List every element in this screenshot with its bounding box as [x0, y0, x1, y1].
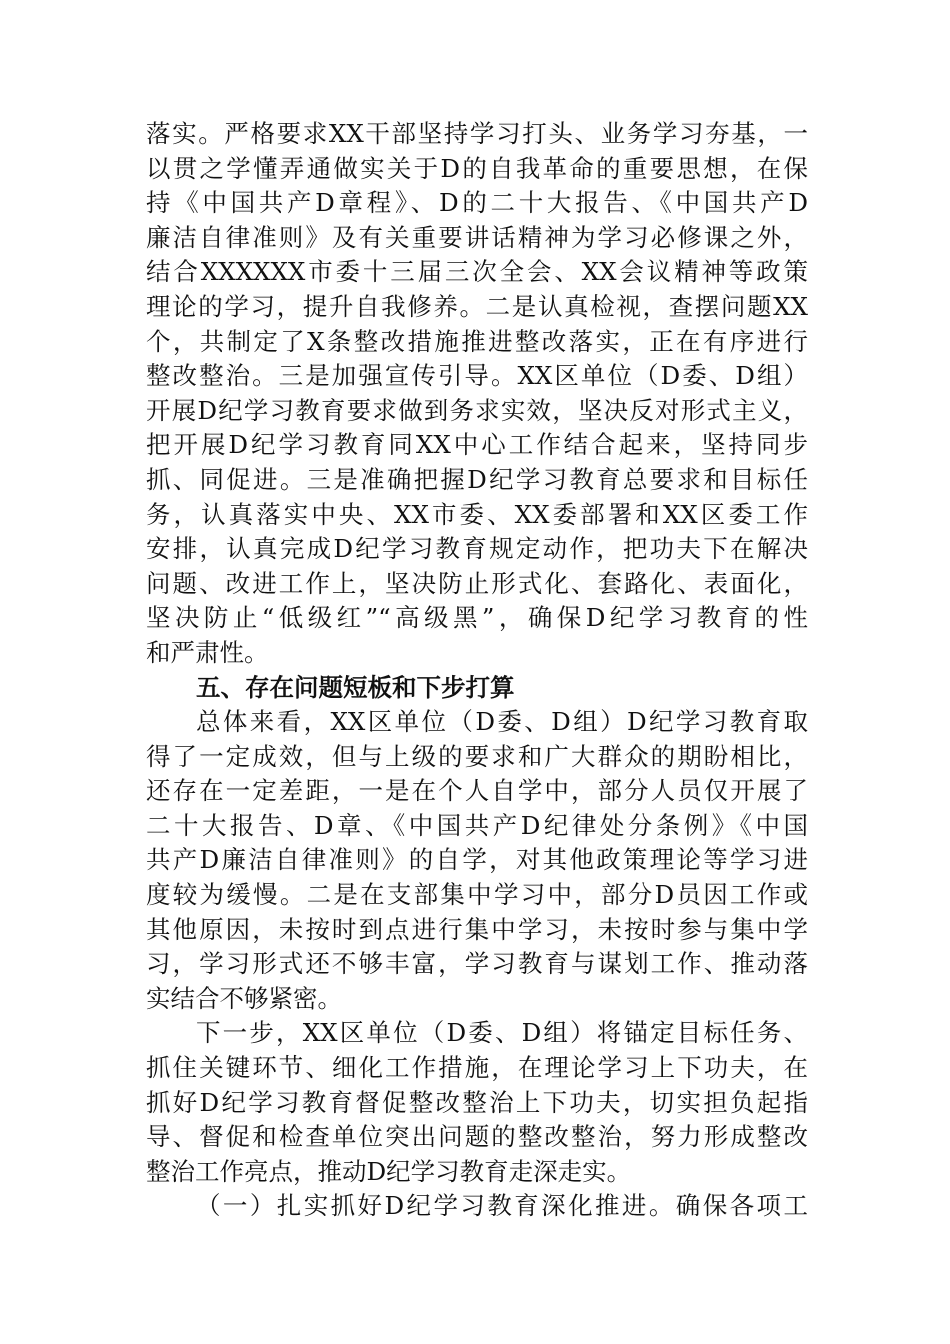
text-line: 度较为缓慢。二是在支部集中学习中，部分D员因工作或	[146, 880, 808, 910]
document-body	[146, 117, 808, 1224]
text-line: 安排，认真完成D纪学习教育规定动作，把功夫下在解决	[146, 534, 808, 564]
text-line: 理论的学习，提升自我修养。二是认真检视，查摆问题XX	[146, 291, 808, 321]
text-line: 其他原因，未按时到点进行集中学习，未按时参与集中学	[146, 914, 808, 944]
text-line: 下一步，XX区单位（D委、D组）将锚定目标任务、	[196, 1018, 808, 1048]
text-line: 习，学习形式还不够丰富，学习教育与谋划工作、推动落	[146, 949, 808, 979]
text-line: 导、督促和检查单位突出问题的整改整治，努力形成整改	[146, 1122, 808, 1152]
text-line: 务，认真落实中央、XX市委、XX委部署和XX区委工作	[146, 499, 808, 529]
text-line: 抓好D纪学习教育督促整改整治上下功夫，切实担负起指	[146, 1087, 808, 1117]
text-line: 共产D廉洁自律准则》的自学，对其他政策理论等学习进	[146, 845, 808, 875]
text-line: 持《中国共产D章程》、D的二十大报告、《中国共产D	[146, 188, 808, 218]
text-line: 整改整治。三是加强宣传引导。XX区单位（D委、D组）	[146, 361, 808, 391]
section-heading: 五、存在问题短板和下步打算	[196, 672, 515, 702]
text-line: 坚决防止“低级红”“高级黑”，确保D纪学习教育的性	[146, 603, 808, 633]
text-line: 问题、改进工作上，坚决防止形式化、套路化、表面化，	[146, 568, 808, 598]
text-line: 开展D纪学习教育要求做到务求实效，坚决反对形式主义，	[146, 395, 808, 425]
text-line: 得了一定成效，但与上级的要求和广大群众的期盼相比，	[146, 741, 808, 771]
text-line: 把开展D纪学习教育同XX中心工作结合起来，坚持同步	[146, 430, 808, 460]
text-line: 落实。严格要求XX干部坚持学习打头、业务学习夯基，一	[146, 119, 808, 148]
text-line: 廉洁自律准则》及有关重要讲话精神为学习必修课之外，	[146, 222, 808, 252]
text-line: 抓住关键环节、细化工作措施，在理论学习上下功夫，在	[146, 1053, 808, 1083]
text-line: 总体来看，XX区单位（D委、D组）D纪学习教育取	[196, 707, 808, 737]
text-line: 抓、同促进。三是准确把握D纪学习教育总要求和目标任	[146, 464, 808, 494]
text-line: 二十大报告、D章、《中国共产D纪律处分条例》《中国	[146, 810, 808, 840]
text-line: 结合XXXXXX市委十三届三次全会、XX会议精神等政策	[146, 257, 808, 287]
text-line: 个，共制定了X条整改措施推进整改落实，正在有序进行	[146, 326, 808, 356]
text-line: 还存在一定差距，一是在个人自学中，部分人员仅开展了	[146, 776, 808, 806]
text-line: （一）扎实抓好D纪学习教育深化推进。确保各项工	[196, 1191, 808, 1221]
text-line: 整治工作亮点，推动D纪学习教育走深走实。	[146, 1156, 632, 1186]
text-line: 以贯之学懂弄通做实关于D的自我革命的重要思想，在保	[146, 153, 808, 183]
text-line: 和严肃性。	[146, 637, 269, 667]
text-line: 实结合不够紧密。	[146, 983, 342, 1013]
